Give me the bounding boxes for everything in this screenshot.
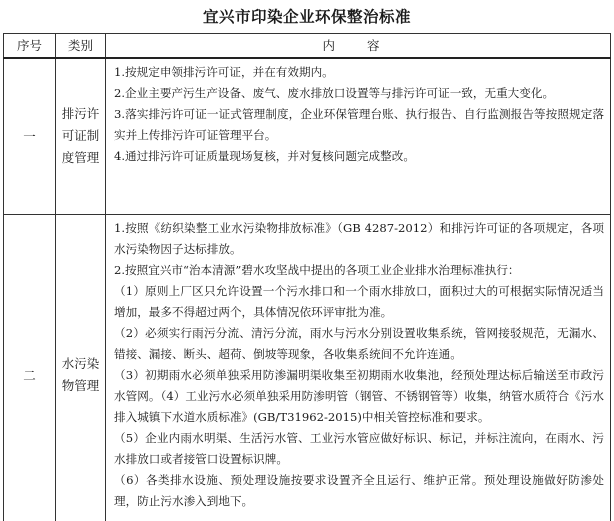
header-content: 内 容 [106, 34, 611, 58]
row-content [106, 215, 611, 521]
content-item: 2.企业主要产污生产设备、废气、废水排放口设置等与排污许可证一致，无重大变化。 [114, 85, 555, 100]
content-item: 3.落实排污许可证一证式管理制度，企业环保管理台账、执行报告、自行监测报告等按照规定落实并上传排污许可证管理平台。 [114, 106, 604, 142]
header-category: 类别 [56, 34, 106, 58]
row-content [106, 58, 611, 215]
row-number: 一 [4, 58, 56, 215]
table-row [4, 58, 611, 215]
content-item: 2.按照宜兴市“治本清源”碧水攻坚战中提出的各项工业企业排水治理标准执行： [114, 263, 520, 277]
row-category: 排污许可证制度管理 [56, 58, 106, 215]
row-number: 二 [4, 215, 56, 521]
table-header-row [4, 34, 611, 58]
content-item: 1.按照《纺织染整工业水污染物排放标准》（GB 4287-2012）和排污许可证的各项规定，各项水污染物因子达标排放。 [114, 221, 604, 256]
page-title: 宜兴市印染企业环保整治标准 [202, 8, 411, 26]
content-item: （3）初期雨水必须单独采用防渗漏明渠收集至初期雨水收集池，经预处理达标后输送至市政污水管网。（4）工业污水必须单独采用防渗明管（钢管、不锈钢管等）收集，纳管水质符合《污水排入城镇下水道水质标准》(GB/T31962-2015)中相关管控标准和要求。 [114, 368, 604, 424]
row-category: 水污染物管理 [56, 215, 106, 521]
header-number: 序号 [4, 34, 56, 58]
content-item: （5）企业内雨水明渠、生活污水管、工业污水管应做好标识、标记，并标注流向，在雨水、污水排放口或者接管口设置标识牌。 [114, 431, 604, 466]
table-row [4, 215, 611, 521]
content-item: （6）各类排水设施、预处理设施按要求设置齐全且运行、维护正常。预处理设施做好防渗处理，防止污水渗入到地下。 [114, 473, 604, 508]
standards-table [3, 33, 611, 521]
content-item: （1）原则上厂区只允许设置一个污水排口和一个雨水排放口，面积过大的可根据实际情况适当增加，最多不得超过两个，具体情况依环评审批为准。 [114, 284, 604, 319]
content-item: （2）必须实行雨污分流、清污分流，雨水与污水分别设置收集系统，管网接驳规范，无漏水、错接、漏接、断头、超荷、倒坡等现象，各收集系统间不允许连通。 [114, 326, 604, 361]
content-item: 1.按规定申领排污许可证，并在有效期内。 [114, 64, 334, 79]
content-item: 4.通过排污许可证质量现场复核，并对复核问题完成整改。 [114, 148, 415, 163]
